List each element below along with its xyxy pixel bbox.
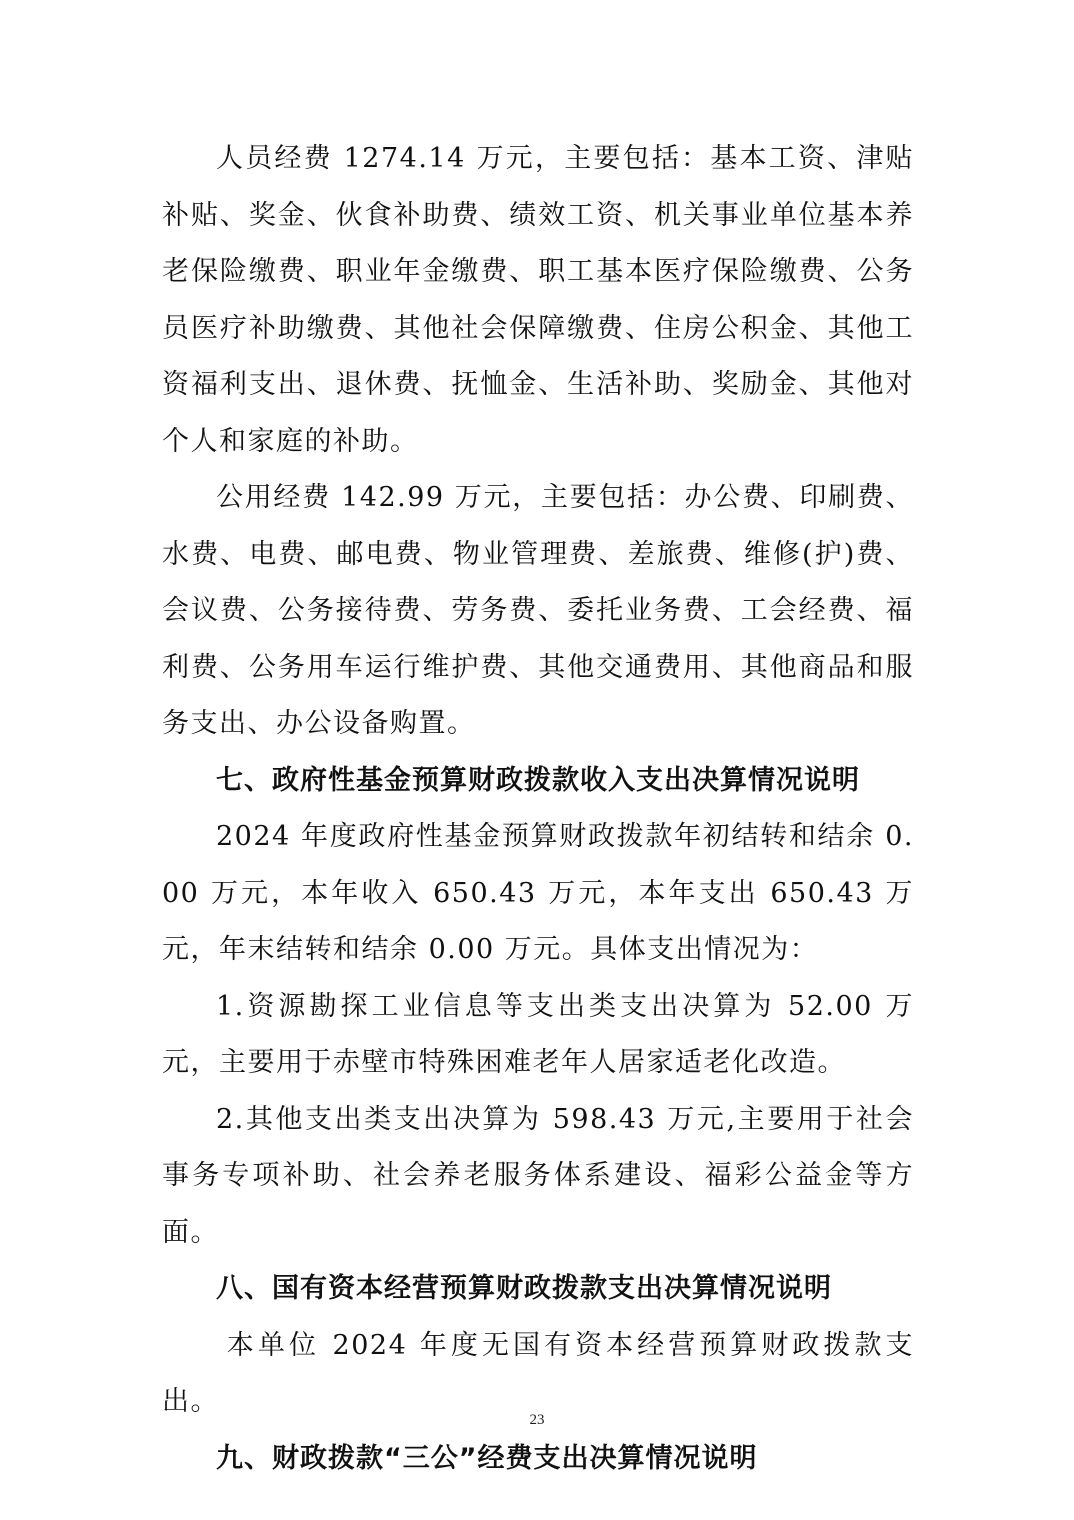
- paragraph-public-expenses: 公用经费 142.99 万元，主要包括：办公费、印刷费、水费、电费、邮电费、物业管理费、差旅费、维修(护)费、会议费、公务接待费、劳务费、委托业务费、工会经费、福利费、公务用车运行维护费、其他交通费用、其他商品和服务支出、办公设备购置。: [162, 482, 914, 739]
- paragraph-government-fund-summary: 2024 年度政府性基金预算财政拨款年初结转和结余 0.00 万元，本年收入 650.43 万元，本年支出 650.43 万元，年末结转和结余 0.00 万元。具体支出情况为：: [162, 821, 914, 965]
- paragraph-expense-item-2: 2.其他支出类支出决算为 598.43 万元,主要用于社会事务专项补助、社会养老服务体系建设、福彩公益金等方面。: [162, 1103, 914, 1248]
- section-heading-7: 七、政府性基金预算财政拨款收入支出决算情况说明: [216, 764, 860, 796]
- paragraph-state-capital: 本单位 2024 年度无国有资本经营预算财政拨款支出。: [162, 1329, 914, 1417]
- page-number: 23: [529, 1412, 545, 1428]
- section-heading-8: 八、国有资本经营预算财政拨款支出决算情况说明: [216, 1273, 832, 1304]
- section-heading-9: 九、财政拨款“三公”经费支出决算情况说明: [216, 1442, 758, 1474]
- paragraph-expense-item-1: 1.资源勘探工业信息等支出类支出决算为 52.00 万元，主要用于赤壁市特殊困难老年人居家适老化改造。: [162, 990, 914, 1078]
- document-body: [162, 131, 914, 1487]
- paragraph-personnel-expenses: 人员经费 1274.14 万元，主要包括：基本工资、津贴补贴、奖金、伙食补助费、绩效工资、机关事业单位基本养老保险缴费、职业年金缴费、职工基本医疗保险缴费、公务员医疗补助缴费、其他社会保障缴费、住房公积金、其他工资福利支出、退休费、抚恤金、生活补助、奖励金、其他对个人和家庭的补助。: [162, 143, 914, 457]
